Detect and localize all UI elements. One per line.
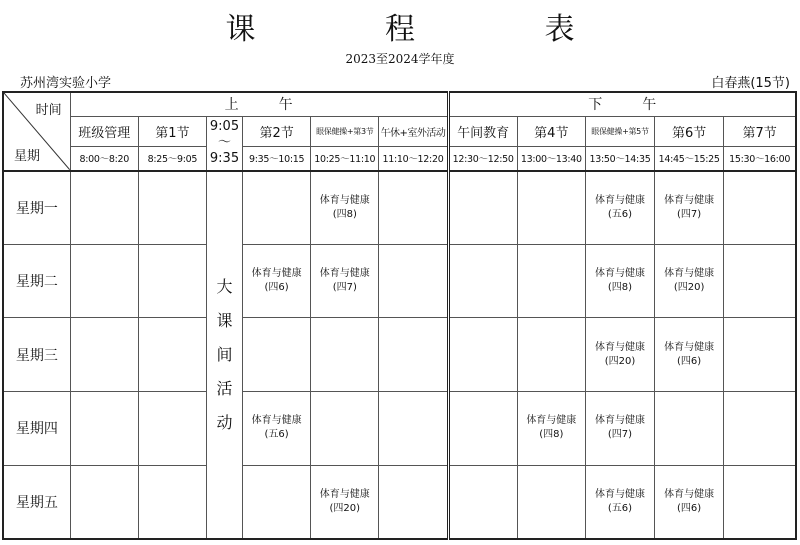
schedule-cell: [379, 392, 448, 466]
period-time: 8:25～9:05: [138, 146, 206, 170]
schedule-cell: [70, 465, 138, 539]
weekday-label: 星期四: [3, 392, 70, 466]
schedule-cell: 体育与健康 (四20): [585, 318, 654, 392]
weekday-label: 星期二: [3, 244, 70, 318]
schedule-cell: 体育与健康 (五6): [585, 171, 654, 245]
period-label: 第6节: [655, 116, 724, 146]
schedule-cell: [724, 244, 796, 318]
schedule-cell: [243, 171, 311, 245]
schedule-cell: [138, 465, 206, 539]
schedule-cell: [724, 465, 796, 539]
schedule-cell: [448, 465, 517, 539]
morning-header: 上 午: [70, 92, 448, 116]
period-time: 13:50～14:35: [585, 146, 654, 170]
schedule-cell: [448, 392, 517, 466]
schedule-cell: [138, 244, 206, 318]
schedule-cell: [448, 244, 517, 318]
schedule-cell: [138, 171, 206, 245]
break-time-header: 9:05 ～ 9:35: [206, 116, 242, 170]
big-break-activity: 大 课 间 活 动: [206, 171, 242, 539]
schedule-cell: [243, 465, 311, 539]
table-row: [3, 244, 796, 318]
period-label: 眼保健操+第5节: [585, 116, 654, 146]
corner-weekday-label: 星期: [14, 148, 41, 164]
schedule-cell: 体育与健康 (四6): [655, 465, 724, 539]
schedule-cell: 体育与健康 (四8): [585, 244, 654, 318]
period-label: 第2节: [243, 116, 311, 146]
page-title: 课 程 表: [225, 12, 635, 47]
afternoon-header: 下 午: [448, 92, 796, 116]
period-time: 12:30～12:50: [448, 146, 517, 170]
schedule-cell: [517, 244, 585, 318]
period-label: 午休+室外活动: [379, 116, 448, 146]
schedule-cell: [724, 318, 796, 392]
weekday-label: 星期一: [3, 171, 70, 245]
schedule-cell: [517, 465, 585, 539]
schedule-cell: 体育与健康 (四20): [655, 244, 724, 318]
table-row: [3, 318, 796, 392]
schedule-cell: 体育与健康 (四7): [311, 244, 379, 318]
schedule-cell: 体育与健康 (四6): [243, 244, 311, 318]
schedule-cell: [379, 171, 448, 245]
schedule-cell: [70, 318, 138, 392]
schedule-cell: [70, 244, 138, 318]
schedule-cell: 体育与健康 (四8): [517, 392, 585, 466]
period-time: 11:10～12:20: [379, 146, 448, 170]
period-label: 午间教育: [448, 116, 517, 146]
period-label: 第4节: [517, 116, 585, 146]
schedule-cell: [517, 171, 585, 245]
table-row: [3, 171, 796, 245]
period-time: 13:00～13:40: [517, 146, 585, 170]
schedule-cell: [243, 318, 311, 392]
schedule-cell: 体育与健康 (五6): [243, 392, 311, 466]
schedule-cell: 体育与健康 (四8): [311, 171, 379, 245]
schedule-cell: [379, 318, 448, 392]
schedule-cell: [138, 318, 206, 392]
period-time: 8:00～8:20: [70, 146, 138, 170]
period-time: 10:25～11:10: [311, 146, 379, 170]
school-name: 苏州湾实验小学: [20, 76, 112, 91]
table-row: [3, 392, 796, 466]
period-time: 14:45～15:25: [655, 146, 724, 170]
schedule-cell: [724, 171, 796, 245]
period-label: 第7节: [724, 116, 796, 146]
table-row: [3, 465, 796, 539]
weekday-label: 星期五: [3, 465, 70, 539]
period-time: 15:30～16:00: [724, 146, 796, 170]
schedule-cell: [448, 171, 517, 245]
schedule-cell: 体育与健康 (五6): [585, 465, 654, 539]
schedule-cell: [70, 171, 138, 245]
academic-year: 2023至2024学年度: [345, 52, 455, 66]
schedule-cell: [379, 465, 448, 539]
corner-header: [3, 92, 70, 171]
schedule-cell: [379, 244, 448, 318]
schedule-cell: [448, 318, 517, 392]
schedule-cell: 体育与健康 (四7): [655, 171, 724, 245]
schedule-cell: [311, 392, 379, 466]
schedule-cell: 体育与健康 (四20): [311, 465, 379, 539]
schedule-cell: [655, 392, 724, 466]
schedule-cell: [311, 318, 379, 392]
schedule-cell: [138, 392, 206, 466]
schedule-cell: [517, 318, 585, 392]
period-label: 第1节: [138, 116, 206, 146]
period-time: 9:35～10:15: [243, 146, 311, 170]
period-label: 眼保健操+第3节: [311, 116, 379, 146]
schedule-cell: [724, 392, 796, 466]
weekday-label: 星期三: [3, 318, 70, 392]
schedule-cell: 体育与健康 (四6): [655, 318, 724, 392]
schedule-cell: [70, 392, 138, 466]
teacher-name: 白春燕(15节): [711, 76, 790, 91]
corner-time-label: 时间: [35, 103, 62, 118]
timetable: [2, 91, 797, 540]
period-label: 班级管理: [70, 116, 138, 146]
schedule-cell: 体育与健康 (四7): [585, 392, 654, 466]
